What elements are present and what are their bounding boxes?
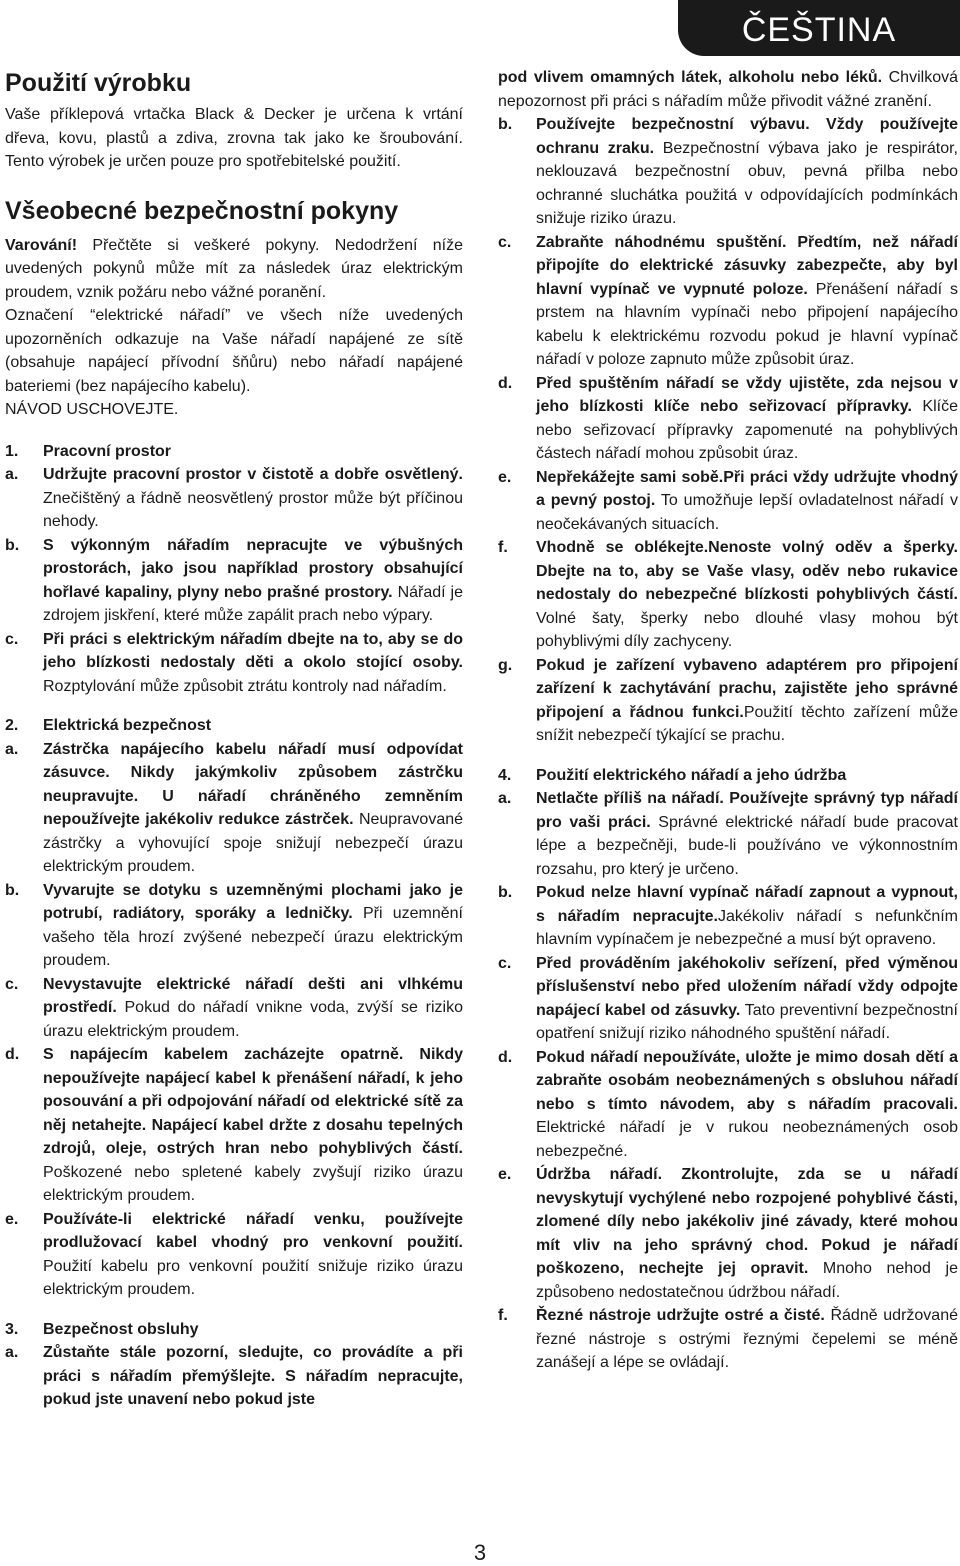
list-item	[5, 463, 463, 534]
list-item	[498, 231, 958, 372]
item-marker: d.	[498, 1048, 513, 1066]
item-text	[536, 1046, 958, 1164]
item-body: Nářadí je zdrojem jiskření, které může zapálit prach nebo výpary.	[43, 583, 463, 624]
list-item	[498, 113, 958, 231]
item-text	[43, 1043, 463, 1208]
item-body: Přenášení nářadí s prstem na hlavním vypínači nebo připojení napájecího kabelu k elektrickému rozvodu pokud je hlavní vypínač nářadí v poloze zapnuto může způsobit úraz.	[536, 280, 958, 368]
warning-text: Přečtěte si veškeré pokyny. Nedodržení níže uvedených pokynů může mít za následek úraz elektrickým proudem, vznik požáru nebo vážné poranění.	[5, 236, 463, 301]
item-marker: b.	[5, 536, 20, 554]
item-body: Pokud do nářadí vnikne voda, zvýší se riziko úrazu elektrickým proudem.	[43, 999, 463, 1040]
item-text	[536, 654, 958, 748]
item-text	[43, 463, 463, 534]
section-number: 2.	[5, 717, 19, 734]
item-marker: a.	[5, 466, 19, 483]
item-marker: c.	[5, 630, 19, 648]
item-text	[536, 1163, 958, 1304]
item-marker: d.	[5, 1046, 20, 1063]
item-marker: b.	[498, 884, 513, 901]
warning-paragraph	[5, 234, 463, 305]
list-item	[498, 372, 958, 466]
left-column	[5, 66, 463, 1412]
list-item	[498, 536, 958, 654]
item-marker: g.	[498, 656, 513, 674]
list-item	[498, 787, 958, 881]
section-2-heading	[5, 714, 463, 738]
item-text	[43, 738, 463, 879]
list-item	[498, 654, 958, 748]
list-item	[5, 534, 463, 628]
section-number: 1.	[5, 442, 19, 460]
list-item	[5, 628, 463, 699]
item-body: Řádně udržované řezné nástroje s ostrými řeznými čepelemi se méně zanášejí a lépe se ovládají.	[536, 1307, 958, 1371]
section-1-heading	[5, 440, 463, 464]
item-body: Rozptylování může způsobit ztrátu kontroly nad nářadím.	[43, 677, 447, 695]
list-item	[5, 1341, 463, 1412]
item-body: Jakékoliv nářadí s nefunkčním hlavním vypínačem je nebezpečné a musí být opraveno.	[536, 907, 959, 948]
item-bold: Nepřekážejte sami sobě.Při práci vždy udržujte vhodný a pevný postoj.	[536, 468, 958, 509]
item-bold: Před spuštěním nářadí se vždy ujistěte, zda nejsou v jeho blízkosti klíče nebo seřizovací přípravky.	[536, 374, 958, 415]
item-text	[536, 113, 958, 231]
section-4-heading	[498, 764, 958, 788]
warning-label: Varování!	[5, 236, 78, 254]
item-body: To umožňuje lepší ovladatelnost nářadí v neočekávaných situacích.	[536, 492, 959, 533]
item-text	[43, 534, 463, 628]
item-bold: S výkonným nářadím nepracujte ve výbušných prostorách, jako jsou například prostory obsahující hořlavé kapaliny, plyny nebo prašné prostory.	[43, 536, 463, 601]
item-marker: a.	[498, 790, 512, 807]
list-item	[498, 1046, 958, 1164]
item-body: Použití kabelu pro venkovní použití snižuje riziko úrazu elektrickým proudem.	[43, 1257, 463, 1298]
continued-paragraph	[498, 66, 958, 113]
item-bold: Pokud nelze hlavní vypínač nářadí zapnout a vypnout, s nářadím nepracujte.	[536, 884, 958, 925]
item-marker: b.	[5, 881, 20, 899]
item-body: Mnoho nehod je způsobeno nedostatečnou údržbou nářadí.	[536, 1260, 958, 1301]
item-bold: Používáte-li elektrické nářadí venku, používejte prodlužovací kabel vhodný pro venkovní použití.	[43, 1210, 463, 1251]
item-text	[43, 1208, 463, 1302]
item-bold: Vyvarujte se dotyku s uzemněnými plochami jako je potrubí, radiátory, sporáky a ledničky.	[43, 881, 463, 922]
keep-instructions: NÁVOD USCHOVEJTE.	[5, 401, 179, 418]
item-bold: Netlačte příliš na nářadí. Používejte správný typ nářadí pro vaši práci.	[536, 790, 958, 831]
item-bold: Před prováděním jakéhokoliv seřízení, před výměnou příslušenství nebo před uložením nářadí vždy odpojte napájecí kabel od zásuvky.	[536, 954, 958, 1019]
item-body: Elektrické nářadí je v rukou neobeznámených osob nebezpečné.	[536, 1119, 958, 1160]
item-marker: c.	[498, 954, 512, 972]
item-bold: pod vlivem omamných látek, alkoholu nebo léků.	[498, 69, 883, 86]
list-item	[5, 738, 463, 879]
list-item	[498, 1304, 958, 1375]
item-body: Správné elektrické nářadí bude pracovat lépe a bezpečněji, bude-li používáno ve výkonnostním rozsahu, pro který je určeno.	[536, 813, 958, 878]
item-marker: b.	[498, 116, 513, 133]
right-column	[498, 66, 958, 1375]
section-number: 3.	[5, 1320, 19, 1338]
list-item	[5, 973, 463, 1044]
item-bold: Udržujte pracovní prostor v čistotě a dobře osvětlený.	[43, 466, 463, 483]
item-body: Chvilková nepozornost při práci s nářadím může přivodit vážné zranění.	[498, 69, 958, 110]
list-item	[498, 881, 958, 952]
section-title: Bezpečnost obsluhy	[43, 1320, 199, 1338]
item-text	[43, 628, 463, 699]
item-body: Znečištěný a řádně neosvětlený prostor může být příčinou nehody.	[43, 489, 463, 530]
item-text	[43, 973, 463, 1044]
intro-paragraph: Vaše příklepová vrtačka Black & Decker je určena k vrtání dřeva, kovu, plastů a zdiva, zrovna tak jako ke šroubování. Tento výrobek je určen pouze pro spotřebitelské použití.	[5, 106, 463, 170]
section-title: Pracovní prostor	[43, 442, 172, 460]
item-text	[43, 879, 463, 973]
item-body: Použití těchto zařízení může snížit nebezpečí týkající se prachu.	[536, 703, 958, 744]
item-marker: d.	[498, 374, 513, 392]
item-bold: Při práci s elektrickým nářadím dbejte na to, aby se do jeho blízkosti nedostaly děti a okolo stojící osoby.	[43, 630, 463, 671]
item-text	[536, 881, 958, 952]
list-item	[498, 952, 958, 1046]
item-marker: e.	[5, 1210, 19, 1228]
list-item	[5, 1043, 463, 1208]
item-bold: Údržba nářadí. Zkontrolujte, zda se u nářadí nevyskytují vychýlené nebo rozpojené pohyblivé části, zlomené díly nebo jakékoliv jiné závady, které mohou mít vliv na jeho správný chod. Pokud je nářadí poškozeno, nechejte jej opravit.	[536, 1166, 958, 1277]
list-item	[498, 466, 958, 537]
definition-paragraph: Označení “elektrické nářadí” ve všech níže uvedených upozorněních odkazuje na Vaše nářadí napájené ze sítě (obsahuje napájecí přívodní šňůru) nebo nářadí napájené bateriemi (bez napájecího kabelu).	[5, 307, 463, 395]
list-item	[498, 1163, 958, 1304]
item-body: Klíče nebo seřizovací přípravky zapomenuté na pohyblivých částech nářadí mohou způsobit úraz.	[536, 398, 958, 462]
item-marker: f.	[498, 1307, 508, 1324]
item-bold: S napájecím kabelem zacházejte opatrně. Nikdy nepoužívejte napájecí kabel k přenášení nářadí, k jeho posouvání a při odpojování nářadí od elektrické sítě za něj netahejte. Napájecí kabel držte z dosahu tepelných zdrojů, oleje, ostrých hran nebo pohyblivých částí.	[43, 1046, 463, 1157]
section-title: Elektrická bezpečnost	[43, 717, 212, 734]
language-tab: ČEŠTINA	[678, 0, 960, 56]
intro-heading: Použití výrobku	[5, 69, 192, 97]
item-body: Volné šaty, šperky nebo dlouhé vlasy mohou být pohyblivými díly zachyceny.	[536, 609, 958, 650]
page-number: 3	[473, 1540, 487, 1565]
safety-heading: Všeobecné bezpečnostní pokyny	[5, 196, 399, 225]
item-text	[536, 372, 958, 466]
section-title: Použití elektrického nářadí a jeho údržba	[536, 766, 847, 784]
item-bold: Používejte bezpečnostní výbavu. Vždy používejte ochranu zraku.	[536, 116, 958, 157]
item-body: Tato preventivní bezpečnostní opatření snižují riziko náhodného spuštění nářadí.	[536, 1001, 959, 1042]
item-bold: Zabraňte náhodnému spuštění. Předtím, než nářadí připojíte do elektrické zásuvky zabezpečte, aby byl hlavní vypínač ve vypnuté poloze.	[536, 233, 958, 298]
item-marker: c.	[5, 975, 19, 993]
item-marker: e.	[498, 1166, 512, 1183]
section-number: 4.	[498, 766, 512, 784]
list-item	[5, 879, 463, 973]
item-text	[536, 231, 958, 372]
item-bold: Zástrčka napájecího kabelu nářadí musí odpovídat zásuvce. Nikdy jakýmkoliv způsobem zástrčku neupravujte. U nářadí chráněného zemněním nepoužívejte jakékoliv redukce zástrček.	[43, 740, 463, 828]
item-text	[536, 787, 958, 881]
item-marker: a.	[5, 1344, 19, 1361]
item-bold: Pokud nářadí nepoužíváte, uložte je mimo dosah dětí a zabraňte osobám neobeznámených s obsluhou nářadí nebo s tímto návodem, aby s nářadím pracovali.	[536, 1048, 958, 1113]
item-body: Poškozené nebo spletené kabely zvyšují riziko úrazu elektrickým proudem.	[43, 1163, 463, 1204]
item-text	[536, 466, 958, 537]
item-marker: f.	[498, 539, 508, 556]
item-body: Bezpečnostní výbava jako je respirátor, neklouzavá bezpečnostní obuv, pevná přilba nebo ochranné sluchátka použitá v odpovídajících podmínkách snižuje riziko úrazu.	[536, 139, 958, 227]
item-bold: Nevystavujte elektrické nářadí dešti ani vlhkému prostředí.	[43, 975, 463, 1016]
item-text	[536, 1304, 958, 1375]
item-bold: Zůstaňte stále pozorní, sledujte, co provádíte a při práci s nářadím přemýšlejte. S nářadím nepracujte, pokud jste unavení nebo pokud jste	[43, 1344, 463, 1408]
item-text	[43, 1341, 463, 1412]
item-body: Při uzemnění vašeho těla hrozí zvýšené nebezpečí úrazu elektrickým proudem.	[43, 905, 463, 969]
item-text	[536, 536, 958, 654]
item-marker: e.	[498, 468, 512, 486]
section-3-heading	[5, 1318, 463, 1342]
list-item	[5, 1208, 463, 1302]
item-marker: c.	[498, 233, 512, 251]
item-bold: Řezné nástroje udržujte ostré a čisté.	[536, 1307, 825, 1324]
item-bold: Vhodně se oblékejte.Nenoste volný oděv a šperky. Dbejte na to, aby se Vaše vlasy, oděv nebo rukavice nedostaly do nebezpečné blízkosti pohyblivých částí.	[536, 539, 958, 603]
item-bold: Pokud je zařízení vybaveno adaptérem pro připojení zařízení k zachytávání prachu, zajistěte jeho správné připojení a řádnou funkci.	[536, 656, 958, 721]
item-text	[536, 952, 958, 1046]
item-body: Neupravované zástrčky a vyhovující spoje snižují nebezpečí úrazu elektrickým proudem.	[43, 811, 464, 875]
item-marker: a.	[5, 740, 19, 758]
